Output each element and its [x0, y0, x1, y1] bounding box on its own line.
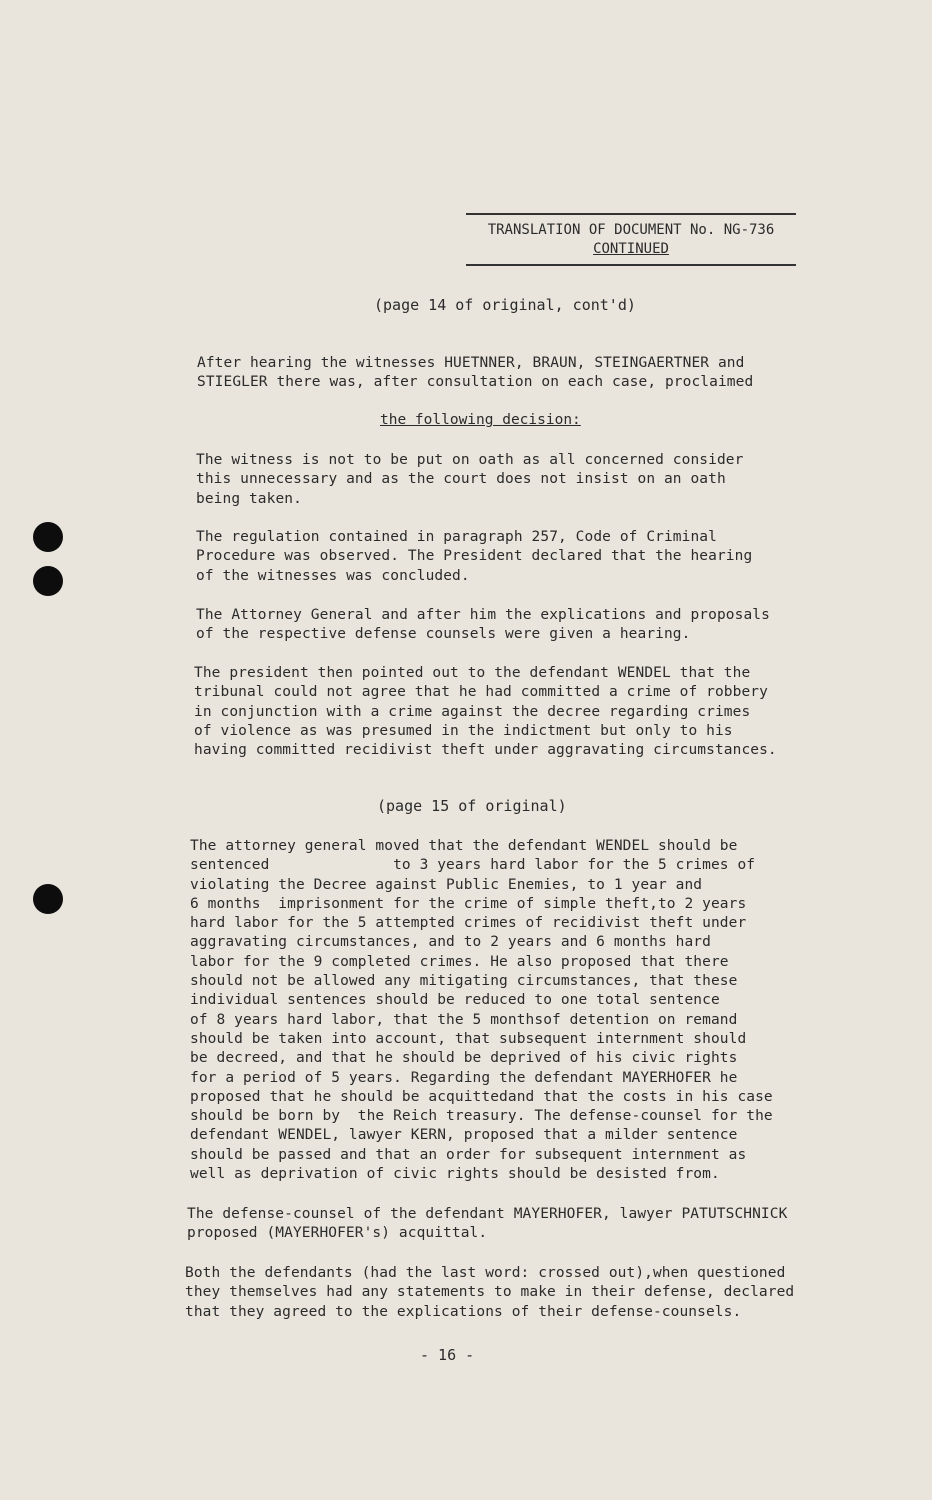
header-title: TRANSLATION OF DOCUMENT No. NG-736: [487, 222, 775, 238]
paragraph-regulation: The regulation contained in paragraph 257, Code of Criminal Procedure was observed. The President declared that the hearing of the witnesses was concluded.: [196, 529, 753, 584]
header-continued: CONTINUED: [593, 241, 669, 257]
document-header: [466, 213, 796, 266]
page-reference-14: (page 14 of original, cont'd): [374, 296, 636, 314]
paragraph-president: The president then pointed out to the defendant WENDEL that the tribunal could not agree that he had committed a crime of robbery in conjunction with a crime against the decree regarding crimes of violence as was presumed in the indictment but only to his having committed recidivist theft under aggravating circumstances.: [194, 665, 777, 759]
punch-hole: [33, 566, 63, 596]
decision-heading: the following decision:: [380, 412, 581, 428]
paragraph-witnesses: After hearing the witnesses HUETNNER, BRAUN, STEINGAERTNER and STIEGLER there was, after consultation on each case, proclaimed: [197, 355, 754, 391]
paragraph-attorney-general: The Attorney General and after him the explications and proposals of the respective defense counsels were given a hearing.: [196, 607, 770, 643]
paragraph-defense-counsel: The defense-counsel of the defendant MAYERHOFER, lawyer PATUTSCHNICK proposed (MAYERHOFER's) acquittal.: [187, 1206, 788, 1242]
paragraph-last-word: Both the defendants (had the last word: crossed out),when questioned they themselves had any statements to make in their defense, declared that they agreed to the explications of their defense-counsels.: [185, 1265, 795, 1320]
page-reference-15: (page 15 of original): [377, 797, 567, 815]
punch-hole: [33, 884, 63, 914]
paragraph-oath: The witness is not to be put on oath as all concerned consider this unnecessary and as the court does not insist on an oath being taken.: [196, 452, 744, 507]
punch-hole: [33, 522, 63, 552]
paragraph-sentence-motion: The attorney general moved that the defendant WENDEL should be sentenced to 3 years hard labor for the 5 crimes of violating the Decree against Public Enemies, to 1 year and 6 months imprisonment for the crime of simple theft,to 2 years hard labor for the 5 attempted crimes of recidivist theft under aggravating circumstances, and to 2 years and 6 months hard labor for the 9 completed crimes. He also proposed that there should not be allowed any mitigating circumstances, that these individual sentences should be reduced to one total sentence of 8 years hard labor, that the 5 monthsof detention on remand should be taken into account, that subsequent internment should be decreed, and that he should be deprived of his civic rights for a period of 5 years. Regarding the defendant MAYERHOFER he proposed that he should be acquittedand that the costs in his case should be born by the Reich treasury. The defense-counsel for the defendant WENDEL, lawyer KERN, proposed that a milder sentence should be passed and that an order for subsequent internment as well as deprivation of civic rights should be desisted from.: [190, 838, 773, 1183]
page-number: - 16 -: [420, 1346, 475, 1364]
